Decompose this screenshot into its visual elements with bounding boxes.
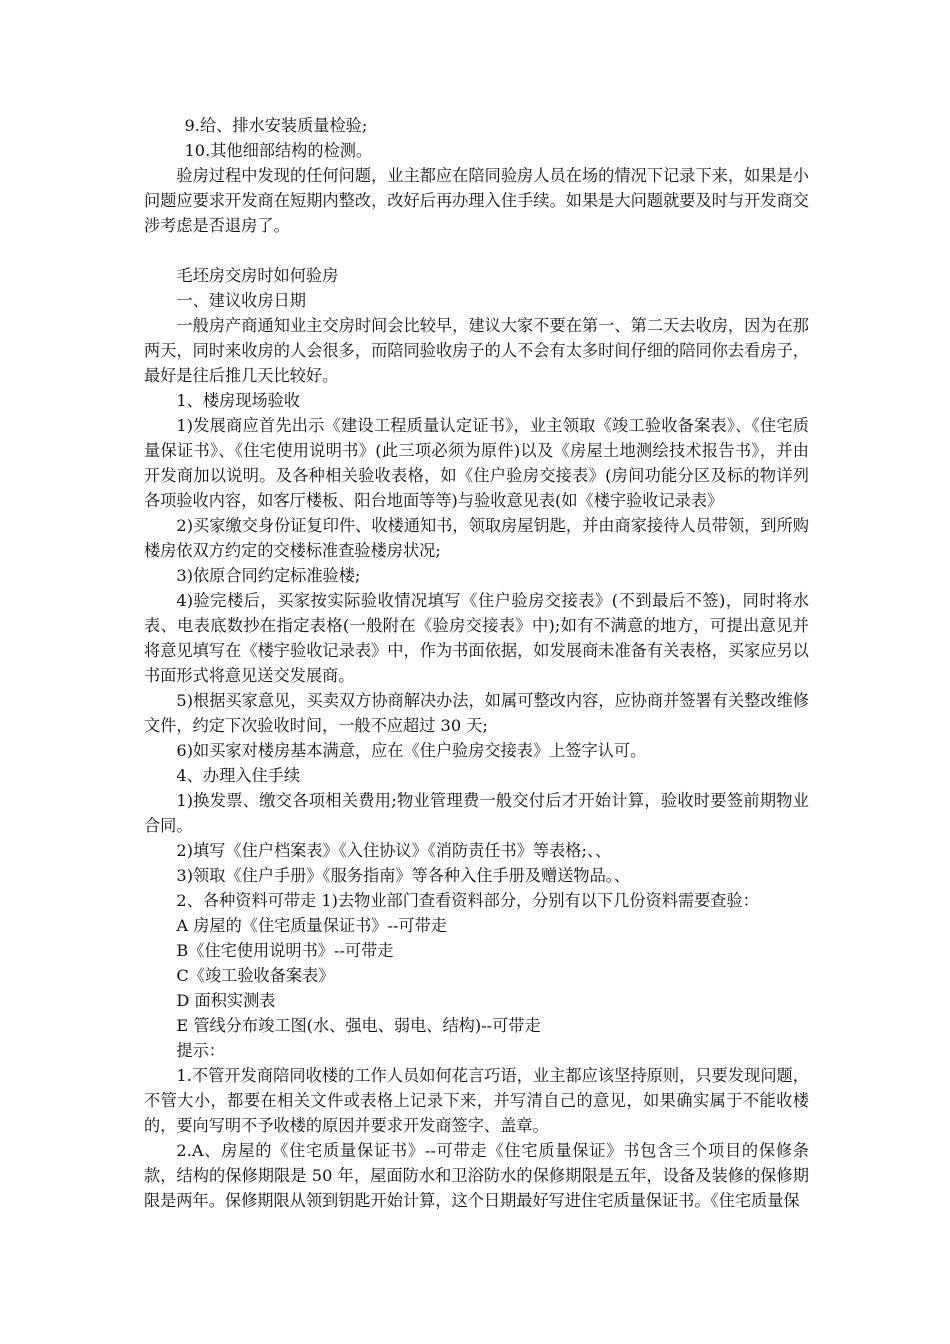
paragraph-tip-2: 2.A、房屋的《住宅质量保证书》--可带走《住宅质量保证》书包含三个项目的保修条款，结构的保修期限是 50 年，屋面防水和卫浴防水的保修期限是五年，设备及装修的保修期限是两年。保修期限从领到钥匙开始计算，这个日期最好写进住宅质量保证书。《住宅质量保 <box>144 1141 809 1210</box>
heading-move-in-procedures: 4、办理入住手续 <box>176 766 301 785</box>
document-item-e: E 管线分布竣工图(水、强电、弱电、结构)--可带走 <box>176 1016 541 1035</box>
paragraph-move-in-3: 3)领取《住户手册》《服务指南》等各种入住手册及赠送物品。、 <box>176 866 631 885</box>
paragraph-handover-advice: 一般房产商通知业主交房时间会比较早，建议大家不要在第一、第二天去收房，因为在那两天，同时来收房的人会很多，而陪同验收房子的人不会有太多时间仔细的陪同你去看房子，最好是往后推几天比较好。 <box>144 316 809 385</box>
heading-documents: 2、各种资料可带走 1)去物业部门查看资料部分，分别有以下几份资料需要查验： <box>176 891 759 910</box>
document-item-c: C《竣工验收备案表》 <box>176 966 335 985</box>
paragraph-move-in-2: 2)填写《住户档案表》《入住协议》《消防责任书》等表格;、、 <box>176 841 612 860</box>
paragraph-step-4: 4)验完楼后，买家按实际验收情况填写《住户验房交接表》(不到最后不签)，同时将水表、电表底数抄在指定表格(一般附在《验房交接表》中);如有不满意的地方，可提出意见并将意见填写在《楼宇验收记录表》中，作为书面依据，如发展商未准备有关表格，买家应另以书面形式将意见送交发展商。 <box>144 591 809 685</box>
paragraph-move-in-1: 1)换发票、缴交各项相关费用;物业管理费一般交付后才开始计算，验收时要签前期物业合同。 <box>144 791 809 835</box>
heading-tips: 提示： <box>176 1041 225 1060</box>
document-body <box>144 113 809 1213</box>
paragraph-item-10: 10.其他细部结构的检测。 <box>184 141 373 160</box>
paragraph-step-5: 5)根据买家意见，买卖双方协商解决办法，如属可整改内容，应协商并签署有关整改维修文件，约定下次验收时间，一般不应超过 30 天; <box>144 691 809 735</box>
paragraph-step-2: 2)买家缴交身份证复印件、收楼通知书，领取房屋钥匙，并由商家接待人员带领，到所购楼房依双方约定的交楼标准查验楼房状况; <box>144 516 809 560</box>
section-gap <box>144 238 809 263</box>
document-item-b: B《住宅使用说明书》--可带走 <box>176 941 394 960</box>
paragraph-inspection-issues: 验房过程中发现的任何问题，业主都应在陪同验房人员在场的情况下记录下来，如果是小问题应要求开发商在短期内整改，改好后再办理入住手续。如果是大问题就要及时与开发商交涉考虑是否退房了。 <box>144 166 809 235</box>
heading-onsite-inspection: 1、楼房现场验收 <box>176 391 301 410</box>
document-item-d: D 面积实测表 <box>176 991 276 1010</box>
document-item-a: A 房屋的《住宅质量保证书》--可带走 <box>176 916 447 935</box>
heading-handover-date: 一、建议收房日期 <box>176 291 306 310</box>
paragraph-step-3: 3)依原合同约定标准验楼; <box>176 566 361 585</box>
paragraph-tip-1: 1.不管开发商陪同收楼的工作人员如何花言巧语，业主都应该坚持原则，只要发现问题，不管大小，都要在相关文件或表格上记录下来，并写清自己的意见，如果确实属于不能收楼的，要向写明不予收楼的原因并要求开发商签字、盖章。 <box>144 1066 809 1135</box>
paragraph-item-9: 9.给、排水安装质量检验; <box>184 116 368 135</box>
section-title: 毛坯房交房时如何验房 <box>176 266 339 285</box>
paragraph-step-6: 6)如买家对楼房基本满意，应在《住户验房交接表》上签字认可。 <box>176 741 647 760</box>
paragraph-step-1: 1)发展商应首先出示《建设工程质量认定证书》，业主领取《竣工验收备案表》、《住宅质量保证书》、《住宅使用说明书》(此三项必须为原件)以及《房屋土地测绘技术报告书》，并由开发商加以说明。及各种相关验收表格，如《住户验房交接表》(房间功能分区及标的物详列各项验收内容，如客厅楼板、阳台地面等等)与验收意见表(如《楼宇验收记录表》 <box>144 416 809 510</box>
